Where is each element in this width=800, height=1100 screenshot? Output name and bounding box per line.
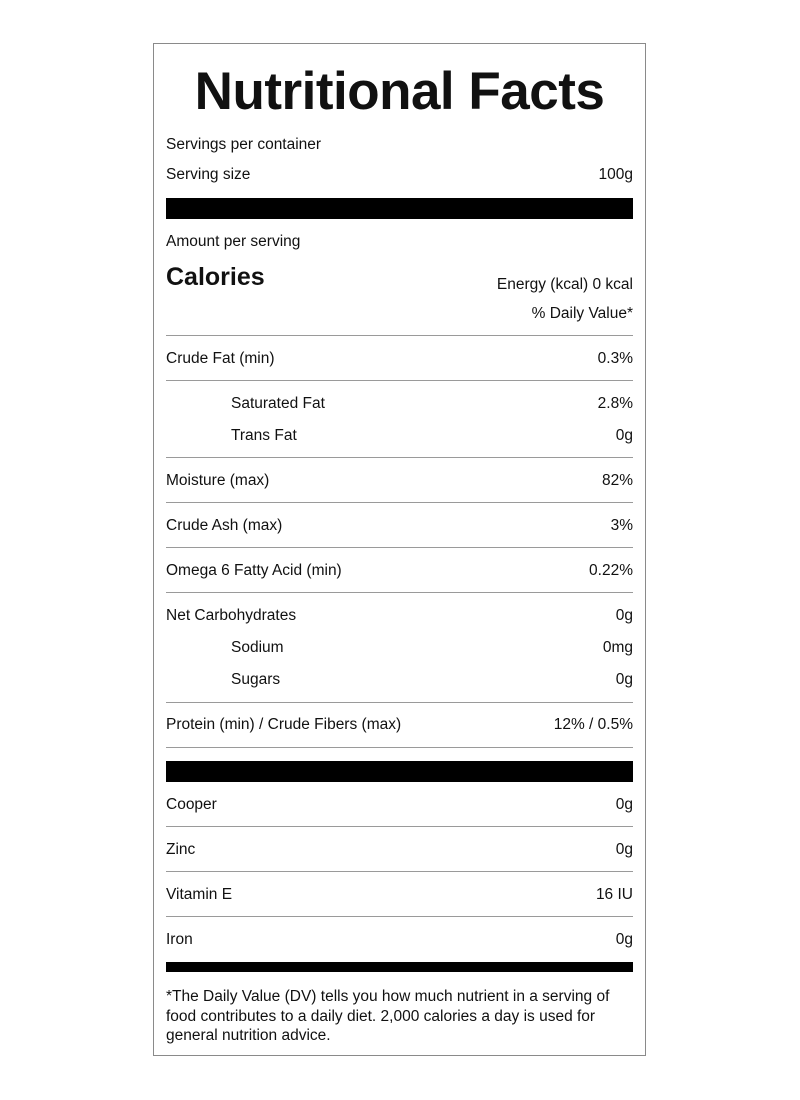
nutrition-label — [153, 43, 646, 1056]
nutrient-label: Crude Fat (min) — [166, 350, 275, 367]
nutrient-value: 0g — [615, 671, 633, 688]
mineral-label: Zinc — [166, 841, 196, 858]
energy-value: Energy (kcal) 0 kcal — [496, 276, 633, 293]
divider — [166, 335, 633, 336]
nutrient-value: 0mg — [602, 639, 633, 656]
amount-per-serving-label: Amount per serving — [166, 233, 301, 250]
servings-per-container-label: Servings per container — [166, 136, 322, 153]
mineral-label: Vitamin E — [166, 886, 233, 903]
divider — [166, 747, 633, 748]
divider — [166, 380, 633, 381]
mineral-value: 0g — [615, 796, 633, 813]
label-title: Nutritional Facts — [194, 62, 605, 121]
serving-size-label: Serving size — [166, 166, 251, 183]
nutrient-label: Sodium — [231, 639, 284, 656]
thick-divider-bottom — [166, 962, 633, 972]
nutrient-value: 12% / 0.5% — [553, 716, 633, 733]
divider — [166, 547, 633, 548]
nutrient-label: Net Carbohydrates — [166, 607, 297, 624]
nutrient-value: 0g — [615, 607, 633, 624]
mineral-value: 16 IU — [595, 886, 633, 903]
nutrient-label: Omega 6 Fatty Acid (min) — [166, 562, 342, 579]
divider — [166, 457, 633, 458]
daily-value-footnote: *The Daily Value (DV) tells you how much nutrient in a serving of food contributes to a daily diet. 2,000 calories a day is used for general nutrition advice. — [166, 988, 610, 1044]
calories-label: Calories — [166, 263, 265, 291]
divider — [166, 826, 633, 827]
nutrient-value: 0.3% — [597, 350, 633, 367]
nutrient-value: 3% — [610, 517, 633, 534]
mineral-label: Cooper — [166, 796, 217, 813]
nutrient-label: Crude Ash (max) — [166, 517, 283, 534]
thick-divider-top — [166, 198, 633, 219]
nutrient-label: Saturated Fat — [231, 395, 325, 412]
daily-value-header: % Daily Value* — [531, 305, 633, 322]
divider — [166, 871, 633, 872]
mineral-value: 0g — [615, 931, 633, 948]
nutrient-value: 2.8% — [597, 395, 633, 412]
nutrient-label: Moisture (max) — [166, 472, 270, 489]
divider — [166, 502, 633, 503]
nutrient-value: 82% — [601, 472, 633, 489]
mineral-value: 0g — [615, 841, 633, 858]
thick-divider-middle — [166, 761, 633, 782]
serving-size-value: 100g — [598, 166, 633, 183]
nutrient-value: 0g — [615, 427, 633, 444]
nutrient-label: Sugars — [231, 671, 281, 688]
divider — [166, 916, 633, 917]
nutrient-label: Trans Fat — [231, 427, 297, 444]
nutrient-value: 0.22% — [589, 562, 633, 579]
divider — [166, 592, 633, 593]
nutrient-label: Protein (min) / Crude Fibers (max) — [166, 716, 402, 733]
mineral-label: Iron — [166, 931, 193, 948]
divider — [166, 702, 633, 703]
